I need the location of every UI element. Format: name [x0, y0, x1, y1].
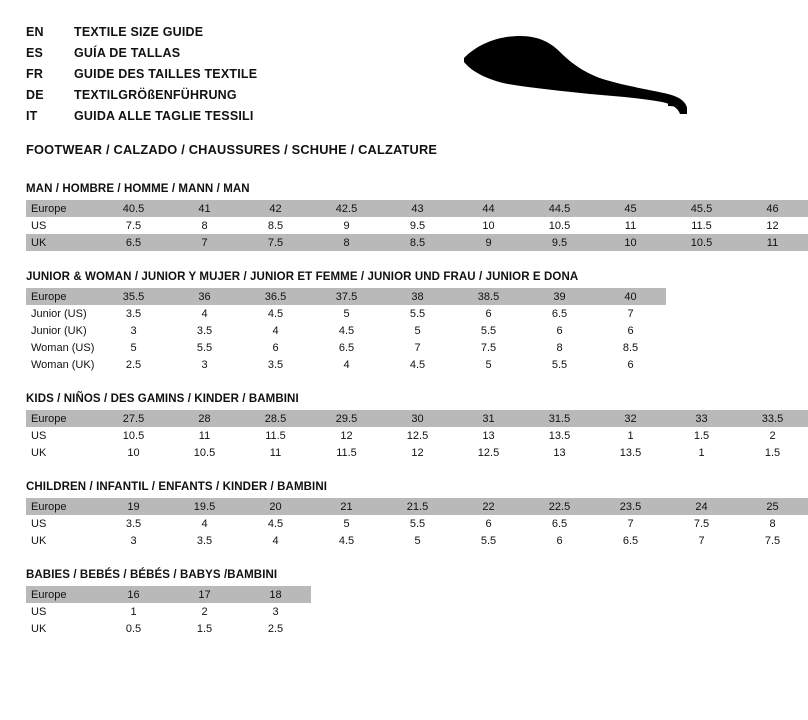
- table-row: [26, 410, 808, 427]
- row-label: Junior (UK): [26, 322, 98, 339]
- cell: 10: [595, 234, 666, 251]
- cell: 3.5: [98, 515, 169, 532]
- cell: 44: [453, 200, 524, 217]
- table-row: [26, 356, 666, 373]
- cell: 1.5: [666, 427, 737, 444]
- cell: 24: [666, 498, 737, 515]
- cell: 10: [453, 217, 524, 234]
- cell: 12.5: [382, 427, 453, 444]
- size-table-kids: [26, 410, 808, 461]
- cell: 13.5: [595, 444, 666, 461]
- cell: 10.5: [666, 234, 737, 251]
- size-table-man: [26, 200, 808, 251]
- section-kids: [26, 393, 784, 461]
- cell: 30: [382, 410, 453, 427]
- cell: 10.5: [98, 427, 169, 444]
- cell: 20: [240, 498, 311, 515]
- cell: 46: [737, 200, 808, 217]
- cell: 19: [98, 498, 169, 515]
- row-label: Junior (US): [26, 305, 98, 322]
- cell: 13: [524, 444, 595, 461]
- cell: 31.5: [524, 410, 595, 427]
- cell: 4: [240, 322, 311, 339]
- cell: 1: [98, 603, 169, 620]
- cell: 5: [98, 339, 169, 356]
- cell: 5.5: [382, 305, 453, 322]
- section-babies: [26, 569, 694, 637]
- size-table-junior-woman: [26, 288, 666, 373]
- cell: 1.5: [169, 620, 240, 637]
- cell: 38: [382, 288, 453, 305]
- cell: 39: [524, 288, 595, 305]
- cell: 2.5: [98, 356, 169, 373]
- cell: 5.5: [169, 339, 240, 356]
- cell: 11: [240, 444, 311, 461]
- cell: 3: [98, 532, 169, 549]
- section-title: JUNIOR & WOMAN / JUNIOR Y MUJER / JUNIOR ET FEMME / JUNIOR UND FRAU / JUNIOR E DONA: [26, 271, 579, 283]
- cell: 16: [98, 586, 169, 603]
- cell: 4.5: [311, 532, 382, 549]
- cell: 3: [169, 356, 240, 373]
- cell: 11: [169, 427, 240, 444]
- section-children: [26, 481, 781, 549]
- cell: 29.5: [311, 410, 382, 427]
- cell: 8.5: [382, 234, 453, 251]
- table-row: [26, 603, 311, 620]
- cell: 28: [169, 410, 240, 427]
- cell: 12: [311, 427, 382, 444]
- cell: 37.5: [311, 288, 382, 305]
- cell: 12.5: [453, 444, 524, 461]
- cell: 12: [737, 217, 808, 234]
- cell: 19.5: [169, 498, 240, 515]
- cell: 5.5: [524, 356, 595, 373]
- language-title: GUIDA ALLE TAGLIE TESSILI: [74, 109, 254, 123]
- cell: 1.5: [737, 444, 808, 461]
- cell: 5: [311, 515, 382, 532]
- cell: 5.5: [453, 532, 524, 549]
- cell: 3: [98, 322, 169, 339]
- row-label: UK: [26, 532, 98, 549]
- table-row: [26, 305, 666, 322]
- cell: 7: [595, 305, 666, 322]
- cell: 4: [169, 515, 240, 532]
- cell: 9.5: [524, 234, 595, 251]
- cell: 6: [595, 322, 666, 339]
- cell: 21: [311, 498, 382, 515]
- cell: 21.5: [382, 498, 453, 515]
- language-title: TEXTILGRÖßENFÜHRUNG: [74, 88, 237, 102]
- language-title: TEXTILE SIZE GUIDE: [74, 25, 204, 39]
- language-title: GUÍA DE TALLAS: [74, 46, 181, 60]
- row-label: Europe: [26, 200, 98, 217]
- cell: 9.5: [382, 217, 453, 234]
- cell: 2.5: [240, 620, 311, 637]
- cell: 11.5: [240, 427, 311, 444]
- table-row: [26, 620, 311, 637]
- cell: 10: [98, 444, 169, 461]
- size-table-babies: [26, 586, 311, 637]
- cell: 8.5: [240, 217, 311, 234]
- cell: 7: [595, 515, 666, 532]
- cell: 3.5: [169, 322, 240, 339]
- cell: 6.5: [524, 515, 595, 532]
- cell: 45.5: [666, 200, 737, 217]
- row-label: US: [26, 515, 98, 532]
- cell: 40.5: [98, 200, 169, 217]
- section-junior-woman: [26, 271, 694, 373]
- size-table-children: [26, 498, 808, 549]
- table-row: [26, 586, 311, 603]
- row-label: US: [26, 217, 98, 234]
- language-code: FR: [26, 67, 44, 81]
- row-label: UK: [26, 234, 98, 251]
- cell: 18: [240, 586, 311, 603]
- cell: 11: [595, 217, 666, 234]
- cell: 36.5: [240, 288, 311, 305]
- cell: 12: [382, 444, 453, 461]
- cell: 4: [311, 356, 382, 373]
- cell: 3.5: [169, 532, 240, 549]
- cell: 7.5: [98, 217, 169, 234]
- cell: 4.5: [240, 515, 311, 532]
- language-code: IT: [26, 109, 38, 123]
- cell: 6.5: [98, 234, 169, 251]
- cell: 5.5: [382, 515, 453, 532]
- cell: 43: [382, 200, 453, 217]
- section-title: BABIES / BEBÉS / BÉBÉS / BABYS /BAMBINI: [26, 569, 278, 581]
- cell: 4: [240, 532, 311, 549]
- table-row: [26, 532, 808, 549]
- cell: 25: [737, 498, 808, 515]
- cell: 7.5: [240, 234, 311, 251]
- cell: 6: [240, 339, 311, 356]
- cell: 11.5: [311, 444, 382, 461]
- row-label: Europe: [26, 498, 98, 515]
- cell: 33: [666, 410, 737, 427]
- cell: 6.5: [311, 339, 382, 356]
- section-title: MAN / HOMBRE / HOMME / MANN / MAN: [26, 183, 250, 195]
- cell: 4: [169, 305, 240, 322]
- cell: 45: [595, 200, 666, 217]
- cell: 4.5: [382, 356, 453, 373]
- cell: 40: [595, 288, 666, 305]
- cell: 22.5: [524, 498, 595, 515]
- cell: 5: [311, 305, 382, 322]
- cell: 5: [382, 322, 453, 339]
- dress-shoe-icon: [454, 28, 694, 124]
- cell: 7: [169, 234, 240, 251]
- cell: 11.5: [666, 217, 737, 234]
- table-row: [26, 234, 808, 251]
- cell: 7.5: [737, 532, 808, 549]
- cell: 36: [169, 288, 240, 305]
- cell: 7: [666, 532, 737, 549]
- section-title: KIDS / NIÑOS / DES GAMINS / KINDER / BAMBINI: [26, 393, 299, 405]
- cell: 0.5: [98, 620, 169, 637]
- table-row: [26, 444, 808, 461]
- row-label: Europe: [26, 288, 98, 305]
- section-title: CHILDREN / INFANTIL / ENFANTS / KINDER / BAMBINI: [26, 481, 328, 493]
- row-label: Woman (UK): [26, 356, 98, 373]
- row-label: Europe: [26, 410, 98, 427]
- table-row: [26, 515, 808, 532]
- cell: 9: [453, 234, 524, 251]
- cell: 13.5: [524, 427, 595, 444]
- cell: 42.5: [311, 200, 382, 217]
- cell: 3.5: [98, 305, 169, 322]
- row-label: UK: [26, 620, 98, 637]
- row-label: US: [26, 427, 98, 444]
- cell: 33.5: [737, 410, 808, 427]
- table-row: [26, 200, 808, 217]
- cell: 6.5: [595, 532, 666, 549]
- cell: 7: [382, 339, 453, 356]
- cell: 41: [169, 200, 240, 217]
- cell: 2: [169, 603, 240, 620]
- cell: 27.5: [98, 410, 169, 427]
- cell: 3.5: [240, 356, 311, 373]
- cell: 6: [453, 305, 524, 322]
- cell: 10.5: [524, 217, 595, 234]
- cell: 10.5: [169, 444, 240, 461]
- cell: 7.5: [453, 339, 524, 356]
- cell: 28.5: [240, 410, 311, 427]
- cell: 4.5: [311, 322, 382, 339]
- cell: 8: [169, 217, 240, 234]
- cell: 6: [453, 515, 524, 532]
- cell: 4.5: [240, 305, 311, 322]
- cell: 6: [524, 322, 595, 339]
- header: [26, 22, 694, 126]
- cell: 5: [382, 532, 453, 549]
- row-label: Europe: [26, 586, 98, 603]
- cell: 8: [737, 515, 808, 532]
- table-row: [26, 498, 808, 515]
- table-row: [26, 322, 666, 339]
- row-label: US: [26, 603, 98, 620]
- cell: 2: [737, 427, 808, 444]
- cell: 8: [311, 234, 382, 251]
- cell: 5: [453, 356, 524, 373]
- language-code: ES: [26, 46, 44, 60]
- cell: 8.5: [595, 339, 666, 356]
- cell: 6: [595, 356, 666, 373]
- cell: 23.5: [595, 498, 666, 515]
- cell: 11: [737, 234, 808, 251]
- table-row: [26, 339, 666, 356]
- cell: 42: [240, 200, 311, 217]
- cell: 22: [453, 498, 524, 515]
- section-man: [26, 183, 779, 251]
- table-row: [26, 288, 666, 305]
- table-row: [26, 217, 808, 234]
- cell: 1: [595, 427, 666, 444]
- cell: 13: [453, 427, 524, 444]
- cell: 1: [666, 444, 737, 461]
- row-label: Woman (US): [26, 339, 98, 356]
- row-label: UK: [26, 444, 98, 461]
- cell: 6: [524, 532, 595, 549]
- cell: 38.5: [453, 288, 524, 305]
- cell: 6.5: [524, 305, 595, 322]
- cell: 17: [169, 586, 240, 603]
- language-title: GUIDE DES TAILLES TEXTILE: [74, 67, 258, 81]
- cell: 44.5: [524, 200, 595, 217]
- cell: 3: [240, 603, 311, 620]
- cell: 8: [524, 339, 595, 356]
- cell: 7.5: [666, 515, 737, 532]
- language-code: EN: [26, 25, 44, 39]
- cell: 35.5: [98, 288, 169, 305]
- cell: 9: [311, 217, 382, 234]
- language-code: DE: [26, 88, 44, 102]
- cell: 31: [453, 410, 524, 427]
- table-row: [26, 427, 808, 444]
- category-line: FOOTWEAR / CALZADO / CHAUSSURES / SCHUHE / CALZATURE: [26, 142, 438, 157]
- cell: 32: [595, 410, 666, 427]
- cell: 5.5: [453, 322, 524, 339]
